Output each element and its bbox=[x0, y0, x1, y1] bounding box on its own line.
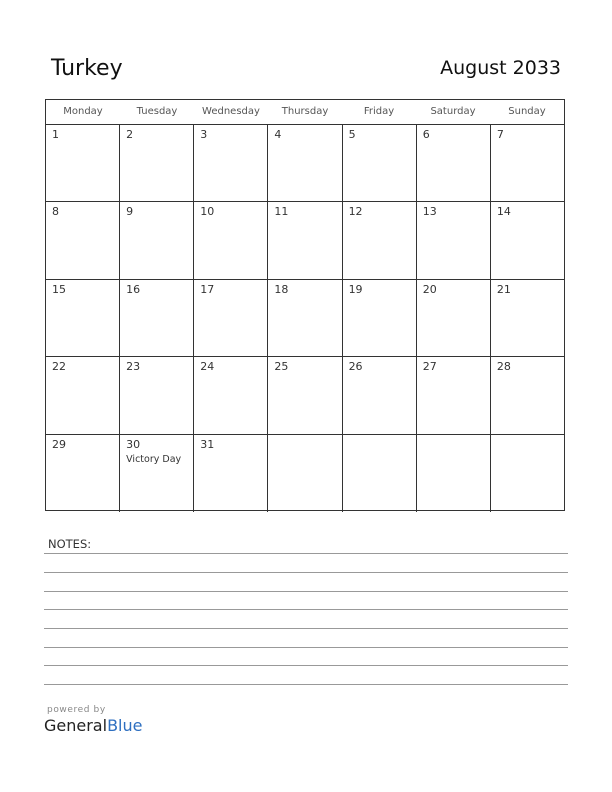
day-number: 11 bbox=[274, 205, 289, 219]
calendar-week bbox=[46, 435, 564, 512]
calendar-day-cell bbox=[194, 125, 268, 201]
note-line bbox=[44, 647, 568, 648]
note-line bbox=[44, 572, 568, 573]
calendar-day-cell bbox=[46, 357, 120, 433]
calendar-day-cell bbox=[417, 125, 491, 201]
calendar-day-cell bbox=[46, 280, 120, 356]
calendar-day-cell bbox=[491, 357, 564, 433]
day-number: 8 bbox=[52, 205, 59, 219]
calendar-day-cell bbox=[343, 435, 417, 512]
day-number: 22 bbox=[52, 360, 66, 374]
day-number: 14 bbox=[496, 205, 511, 219]
day-number: 19 bbox=[348, 282, 363, 296]
day-number: 1 bbox=[52, 128, 59, 141]
calendar-day-cell bbox=[268, 357, 342, 433]
weekday-thursday: Thursday bbox=[281, 106, 329, 117]
calendar-day-cell bbox=[120, 357, 194, 433]
logo-general: General bbox=[44, 716, 108, 735]
notes-label: NOTES: bbox=[48, 537, 92, 551]
day-number: 7 bbox=[496, 128, 504, 141]
day-number: 27 bbox=[422, 360, 437, 374]
calendar-day-cell bbox=[417, 435, 491, 512]
day-number: 24 bbox=[200, 360, 215, 374]
weekday-friday: Friday bbox=[363, 106, 395, 117]
calendar-day-cell bbox=[120, 125, 194, 201]
day-number: 29 bbox=[52, 437, 66, 451]
country-title: Turkey bbox=[51, 56, 123, 81]
calendar-day-cell bbox=[343, 202, 417, 278]
day-number: 20 bbox=[422, 282, 437, 296]
calendar-day-cell bbox=[120, 202, 194, 278]
day-number: 2 bbox=[126, 128, 134, 141]
note-line bbox=[44, 553, 568, 554]
day-number: 30 bbox=[126, 437, 141, 451]
calendar-day-cell bbox=[194, 202, 268, 278]
calendar-week bbox=[46, 202, 564, 279]
day-number: 25 bbox=[274, 360, 289, 374]
calendar-week bbox=[46, 357, 564, 434]
calendar-day-cell bbox=[268, 125, 342, 201]
calendar-day-cell bbox=[120, 435, 194, 512]
weekday-monday: Monday bbox=[63, 106, 103, 117]
calendar-day-cell bbox=[491, 202, 564, 278]
note-line bbox=[44, 628, 568, 629]
calendar-day-cell bbox=[417, 280, 491, 356]
day-number: 28 bbox=[496, 360, 511, 374]
weekday-saturday: Saturday bbox=[430, 106, 476, 117]
weekday-sunday: Sunday bbox=[508, 106, 546, 117]
calendar-weeks bbox=[46, 125, 564, 512]
note-line bbox=[44, 684, 568, 685]
day-number: 16 bbox=[126, 282, 141, 296]
day-number: 23 bbox=[126, 360, 141, 374]
note-line bbox=[44, 665, 568, 666]
calendar-day-cell bbox=[491, 435, 564, 512]
calendar-day-cell bbox=[194, 280, 268, 356]
weekday-wednesday: Wednesday bbox=[202, 106, 260, 117]
day-number: 31 bbox=[200, 437, 215, 451]
note-line bbox=[44, 609, 568, 610]
calendar-day-cell bbox=[491, 125, 564, 201]
calendar-week bbox=[46, 125, 564, 202]
day-number: 17 bbox=[200, 282, 215, 296]
logo-blue: Blue bbox=[107, 716, 143, 735]
day-number: 15 bbox=[52, 282, 66, 296]
day-number: 12 bbox=[348, 205, 363, 219]
calendar-day-cell bbox=[46, 202, 120, 278]
calendar-day-cell bbox=[268, 202, 342, 278]
holiday-label: Victory Day bbox=[126, 453, 182, 465]
generalblue-logo bbox=[44, 716, 142, 735]
calendar-day-cell bbox=[268, 280, 342, 356]
calendar-day-cell bbox=[491, 280, 564, 356]
calendar-day-cell bbox=[120, 280, 194, 356]
powered-by-text: powered by bbox=[47, 705, 106, 715]
month-year-title: August 2033 bbox=[440, 57, 561, 79]
day-number: 6 bbox=[422, 128, 430, 141]
day-number: 3 bbox=[200, 128, 208, 141]
weekday-header bbox=[46, 100, 564, 125]
day-number: 9 bbox=[126, 205, 134, 219]
weekday-tuesday: Tuesday bbox=[136, 106, 178, 117]
calendar-day-cell bbox=[343, 280, 417, 356]
calendar-week bbox=[46, 280, 564, 357]
calendar-day-cell bbox=[194, 435, 268, 512]
calendar-day-cell bbox=[343, 357, 417, 433]
day-number: 10 bbox=[200, 205, 215, 219]
note-line bbox=[44, 591, 568, 592]
day-number: 4 bbox=[274, 128, 282, 141]
calendar-day-cell bbox=[194, 357, 268, 433]
calendar-day-cell bbox=[343, 125, 417, 201]
calendar-day-cell bbox=[268, 435, 342, 512]
day-number: 18 bbox=[274, 282, 289, 296]
calendar-grid bbox=[45, 99, 565, 511]
day-number: 21 bbox=[496, 282, 511, 296]
day-number: 5 bbox=[348, 128, 356, 141]
calendar-day-cell bbox=[46, 435, 120, 512]
calendar-day-cell bbox=[417, 357, 491, 433]
calendar-day-cell bbox=[417, 202, 491, 278]
day-number: 26 bbox=[348, 360, 363, 374]
day-number: 13 bbox=[422, 205, 437, 219]
calendar-day-cell bbox=[46, 125, 120, 201]
